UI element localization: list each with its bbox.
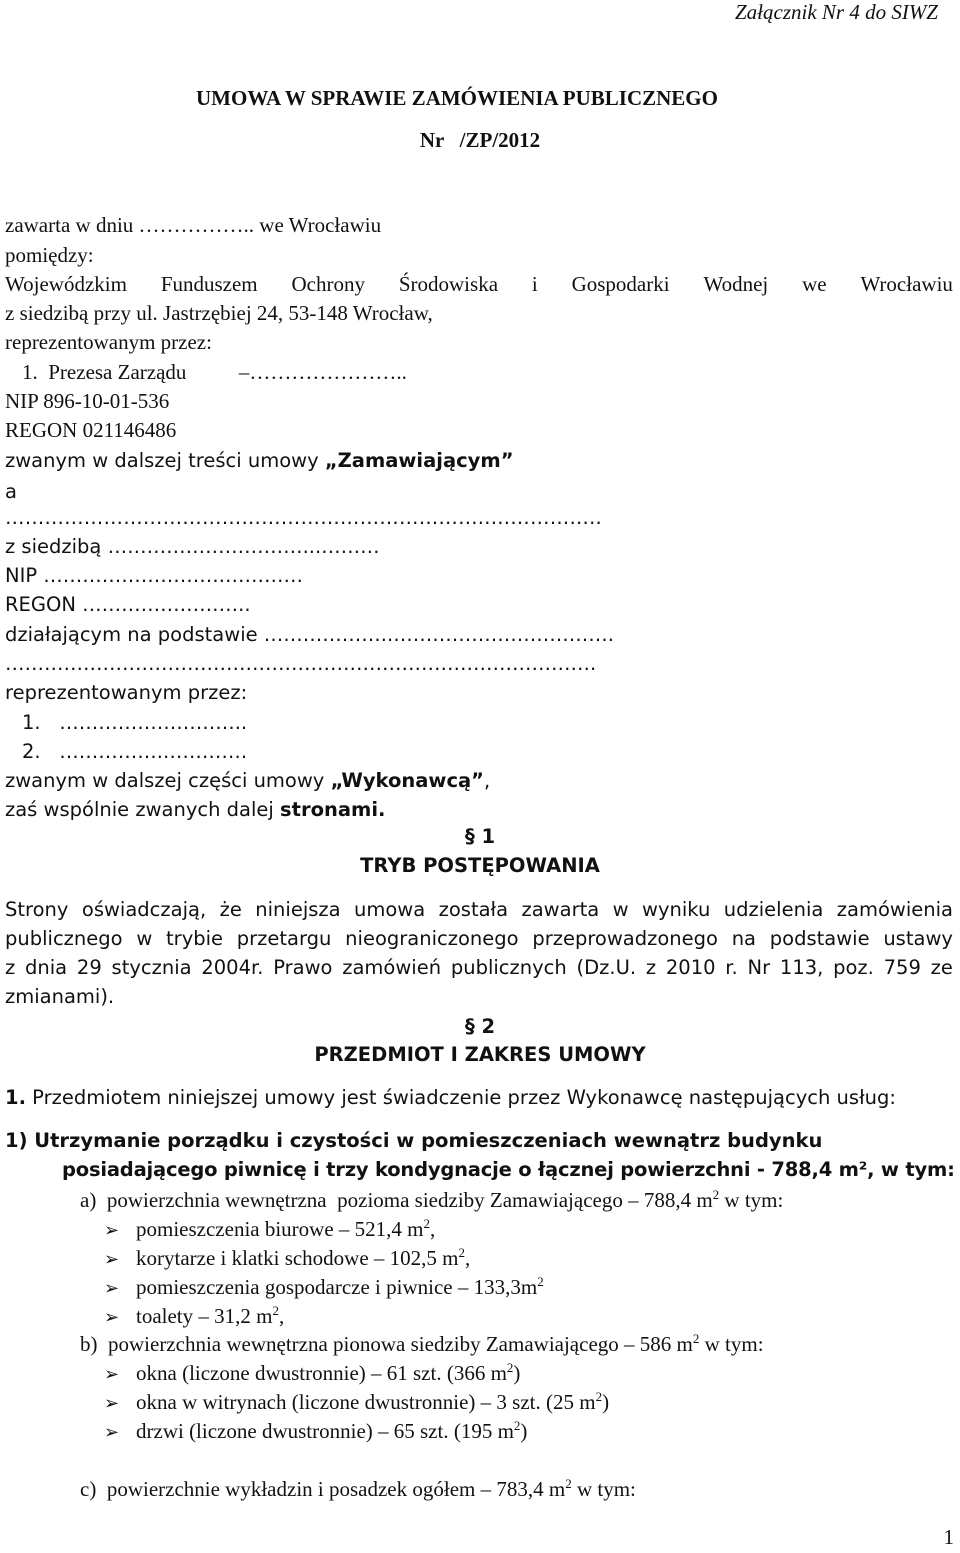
item-a-list-item — [104, 1303, 285, 1328]
intro-regon: REGON 021146486 — [5, 418, 177, 442]
item-a-list-item-text: pomieszczenia gospodarcze i piwnice – 133,3m — [136, 1275, 538, 1299]
contract-title: UMOWA W SPRAWIE ZAMÓWIENIA PUBLICZNEGO — [196, 86, 718, 110]
section2-p1 — [5, 1088, 896, 1108]
item-a-list-item-text: toalety – 31,2 m — [136, 1304, 273, 1328]
item-a — [80, 1187, 784, 1212]
contractor-basis-dots: ………………………………………………………………………………. — [5, 652, 597, 675]
attachment-label: Załącznik Nr 4 do SIWZ — [734, 0, 938, 24]
item-c-text: c) powierzchnie wykładzin i posadzek ogółem – 783,4 m — [80, 1477, 566, 1501]
section1-title: TRYB POSTĘPOWANIA — [360, 854, 600, 877]
section1-line-3-word: poz. — [833, 956, 874, 979]
section1-line-1-word: wyniku — [642, 898, 711, 921]
item-b-list-item — [104, 1389, 610, 1414]
contractor-nip: NIP ……………………….………… — [5, 564, 303, 587]
parties-bold: stronami. — [280, 798, 386, 821]
item-a-list-item-sup: 2 — [272, 1303, 279, 1318]
item-a-list-item — [104, 1274, 544, 1299]
arrow-bullet-icon: ➢ — [104, 1422, 120, 1443]
contractor-represented: reprezentowanym przez: — [5, 681, 248, 704]
contractor-wykonawca — [5, 771, 490, 791]
section1-line-3-word: ze — [930, 956, 953, 979]
item-b-sup: 2 — [692, 1331, 700, 1346]
item1-line1: 1) Utrzymanie porządku i czystości w pomieszczeniach wewnątrz budynku — [5, 1129, 823, 1152]
zamawiajacy-bold: „Zamawiającym” — [324, 449, 514, 472]
section1-line-3-word: 759 — [883, 956, 921, 979]
section1-line-2-word: trybie — [166, 927, 224, 950]
item-a-sup: 2 — [712, 1187, 720, 1202]
arrow-bullet-icon: ➢ — [104, 1278, 120, 1299]
item-c-suffix: w tym: — [571, 1477, 636, 1501]
section1-line-2-word: publicznego — [5, 927, 123, 950]
section1-line-4: zmianami). — [5, 985, 115, 1008]
arrow-bullet-icon: ➢ — [104, 1220, 120, 1241]
fund-name-word: Środowiska — [398, 272, 499, 296]
contractor-rep-2: 2. …………….…………. — [22, 740, 248, 763]
fund-name-word: Gospodarki — [571, 272, 670, 296]
section1-line-2-word: ustawy — [883, 927, 953, 950]
section1-line-1-word: że — [219, 898, 242, 921]
section1-line-3-word: Prawo — [273, 956, 333, 979]
fund-name-word: Funduszem — [160, 272, 258, 296]
section1-line-3-word: 2004r. — [201, 956, 264, 979]
intro-address: z siedzibą przy ul. Jastrzębiej 24, 53-148 Wrocław, — [5, 301, 433, 325]
item-a-list-item-sup: 2 — [458, 1245, 466, 1260]
section1-line-3-word: z — [5, 956, 16, 979]
section1-line-1-word: zawarta — [521, 898, 600, 921]
intro-zamawiajacy — [5, 451, 514, 471]
parties-prefix: zaś wspólnie zwanych dalej — [5, 798, 281, 821]
item-b-suffix: w tym: — [699, 1332, 764, 1356]
intro-and: a — [5, 480, 17, 503]
item-b-list-item-sup: 2 — [513, 1418, 521, 1433]
section1-line-1-word: Strony — [5, 898, 69, 921]
section1-line-2-word: w — [136, 927, 153, 950]
item-b-list-item-text: drzwi (liczone dwustronnie) – 65 szt. (195 m — [136, 1419, 514, 1443]
section1-line-3-word: (Dz.U. — [576, 956, 637, 979]
item-a-list-item — [104, 1245, 471, 1270]
section1-line-1-word: niniejsza — [255, 898, 341, 921]
section1-line-3-word: 2010 — [665, 956, 716, 979]
item-a-list-item-sup: 2 — [537, 1274, 544, 1289]
item-c-sup: 2 — [565, 1476, 572, 1491]
arrow-bullet-icon: ➢ — [104, 1307, 120, 1328]
fund-name-word: Wodnej — [703, 272, 769, 296]
section1-line-3-word: stycznia — [111, 956, 192, 979]
section1-line-1-word: oświadczają, — [81, 898, 207, 921]
item-b-list-item-suffix: ) — [602, 1390, 610, 1414]
section1-line-1-word: udzielenia — [723, 898, 824, 921]
fund-name-word: Wrocławiu — [860, 272, 953, 296]
section2-title: PRZEDMIOT I ZAKRES UMOWY — [314, 1043, 646, 1066]
arrow-bullet-icon: ➢ — [104, 1249, 120, 1270]
fund-name-word: Ochrony — [291, 272, 365, 296]
item-b-list-item-suffix: ) — [520, 1419, 528, 1443]
section1-line-2-word: nieograniczonego — [345, 927, 519, 950]
section1-line-2-word: na — [731, 927, 757, 950]
section1-line-1-word: została — [438, 898, 509, 921]
wykonawca-suffix: , — [483, 769, 491, 792]
section1-line-3-word: 29 — [76, 956, 102, 979]
item-b-list-item-sup: 2 — [506, 1360, 514, 1375]
page-number: 1 — [943, 1525, 954, 1549]
section1-line-3-word: Nr — [747, 956, 771, 979]
contract-number: Nr /ZP/2012 — [419, 128, 541, 152]
section1-line-2-word: podstawie — [769, 927, 870, 950]
arrow-bullet-icon: ➢ — [104, 1364, 120, 1385]
contractor-basis: działającym na podstawie ………………..……………………………. — [5, 623, 614, 646]
item-a-list-item-text: korytarze i klatki schodowe – 102,5 m — [136, 1246, 459, 1270]
section1-line-3-word: z — [645, 956, 657, 979]
section1-line-3-word: zamówień — [342, 956, 442, 979]
contractor-name-dots: ………………………………………………………………..…………….. — [5, 506, 602, 529]
section1-number: § 1 — [464, 825, 496, 848]
contractor-regon: REGON …………………….. — [5, 593, 251, 616]
intro-president: 1. Prezesa Zarządu –………………….. — [22, 360, 407, 384]
section1-line-3-word: dnia — [25, 956, 68, 979]
intro-date-line: zawarta w dniu …………….. we Wrocławiu — [5, 213, 382, 237]
contractor-seat: z siedzibą …………………………...……… — [5, 535, 380, 558]
item-b-list-item-text: okna (liczone dwustronnie) – 61 szt. (366 m — [136, 1361, 507, 1385]
item-a-list-item — [104, 1216, 436, 1241]
item-c — [80, 1476, 636, 1501]
intro-between: pomiędzy: — [5, 243, 94, 267]
section1-line-1 — [5, 900, 953, 920]
item-b-list-item-suffix: ) — [513, 1361, 521, 1385]
section1-line-1-word: w — [612, 898, 629, 921]
zamawiajacy-prefix: zwanym w dalszej treści umowy — [5, 449, 325, 472]
item1-line2: posiadającego piwnicę i trzy kondygnacje o łącznej powierzchni - 788,4 m², w tym: — [62, 1158, 955, 1181]
fund-name-word: we — [802, 272, 827, 296]
item-b-text: b) powierzchnia wewnętrzna pionowa siedziby Zamawiającego – 586 m — [80, 1332, 693, 1356]
section1-line-1-word: umowa — [354, 898, 426, 921]
fund-name-word: i — [531, 272, 538, 296]
intro-nip: NIP 896-10-01-536 — [5, 389, 170, 413]
section1-line-3-word: publicznych — [450, 956, 567, 979]
fund-name-word: Wojewódzkim — [5, 272, 127, 296]
intro-represented: reprezentowanym przez: — [5, 330, 212, 354]
section2-p1-number: 1. — [5, 1086, 26, 1109]
intro-fund-name — [5, 274, 953, 295]
contractor-parties — [5, 800, 385, 820]
wykonawca-prefix: zwanym w dalszej części umowy — [5, 769, 331, 792]
section1-line-3-word: r. — [725, 956, 738, 979]
section1-line-2-word: przetargu — [236, 927, 332, 950]
section1-line-2 — [5, 929, 953, 949]
item-a-suffix: w tym: — [719, 1188, 784, 1212]
section2-p1-text: Przedmiotem niniejszej umowy jest świadczenie przez Wykonawcę następujących usług: — [25, 1086, 896, 1109]
item-a-list-item-text: pomieszczenia biurowe – 521,4 m — [136, 1217, 424, 1241]
item-a-text: a) powierzchnia wewnętrzna pozioma siedziby Zamawiającego – 788,4 m — [80, 1188, 713, 1212]
item-b-list-item — [104, 1360, 521, 1385]
item-a-list-item-suffix: , — [465, 1246, 471, 1270]
item-b-list-item — [104, 1418, 528, 1443]
item-a-list-item-sup: 2 — [423, 1216, 430, 1231]
contractor-rep-1: 1. ……………………….. — [22, 711, 248, 734]
wykonawca-bold: „Wykonawcą” — [330, 769, 484, 792]
section2-number: § 2 — [464, 1015, 496, 1038]
item-b — [80, 1331, 764, 1356]
section1-line-3 — [5, 958, 953, 978]
section1-line-3-word: 113, — [779, 956, 824, 979]
item-a-list-item-suffix: , — [430, 1217, 436, 1241]
section1-line-1-word: zamówienia — [836, 898, 953, 921]
item-a-list-item-suffix: , — [278, 1304, 285, 1328]
arrow-bullet-icon: ➢ — [104, 1393, 120, 1414]
section1-line-2-word: przeprowadzonego — [532, 927, 718, 950]
item-b-list-item-sup: 2 — [595, 1389, 603, 1404]
item-b-list-item-text: okna w witrynach (liczone dwustronnie) – 3 szt. (25 m — [136, 1390, 596, 1414]
